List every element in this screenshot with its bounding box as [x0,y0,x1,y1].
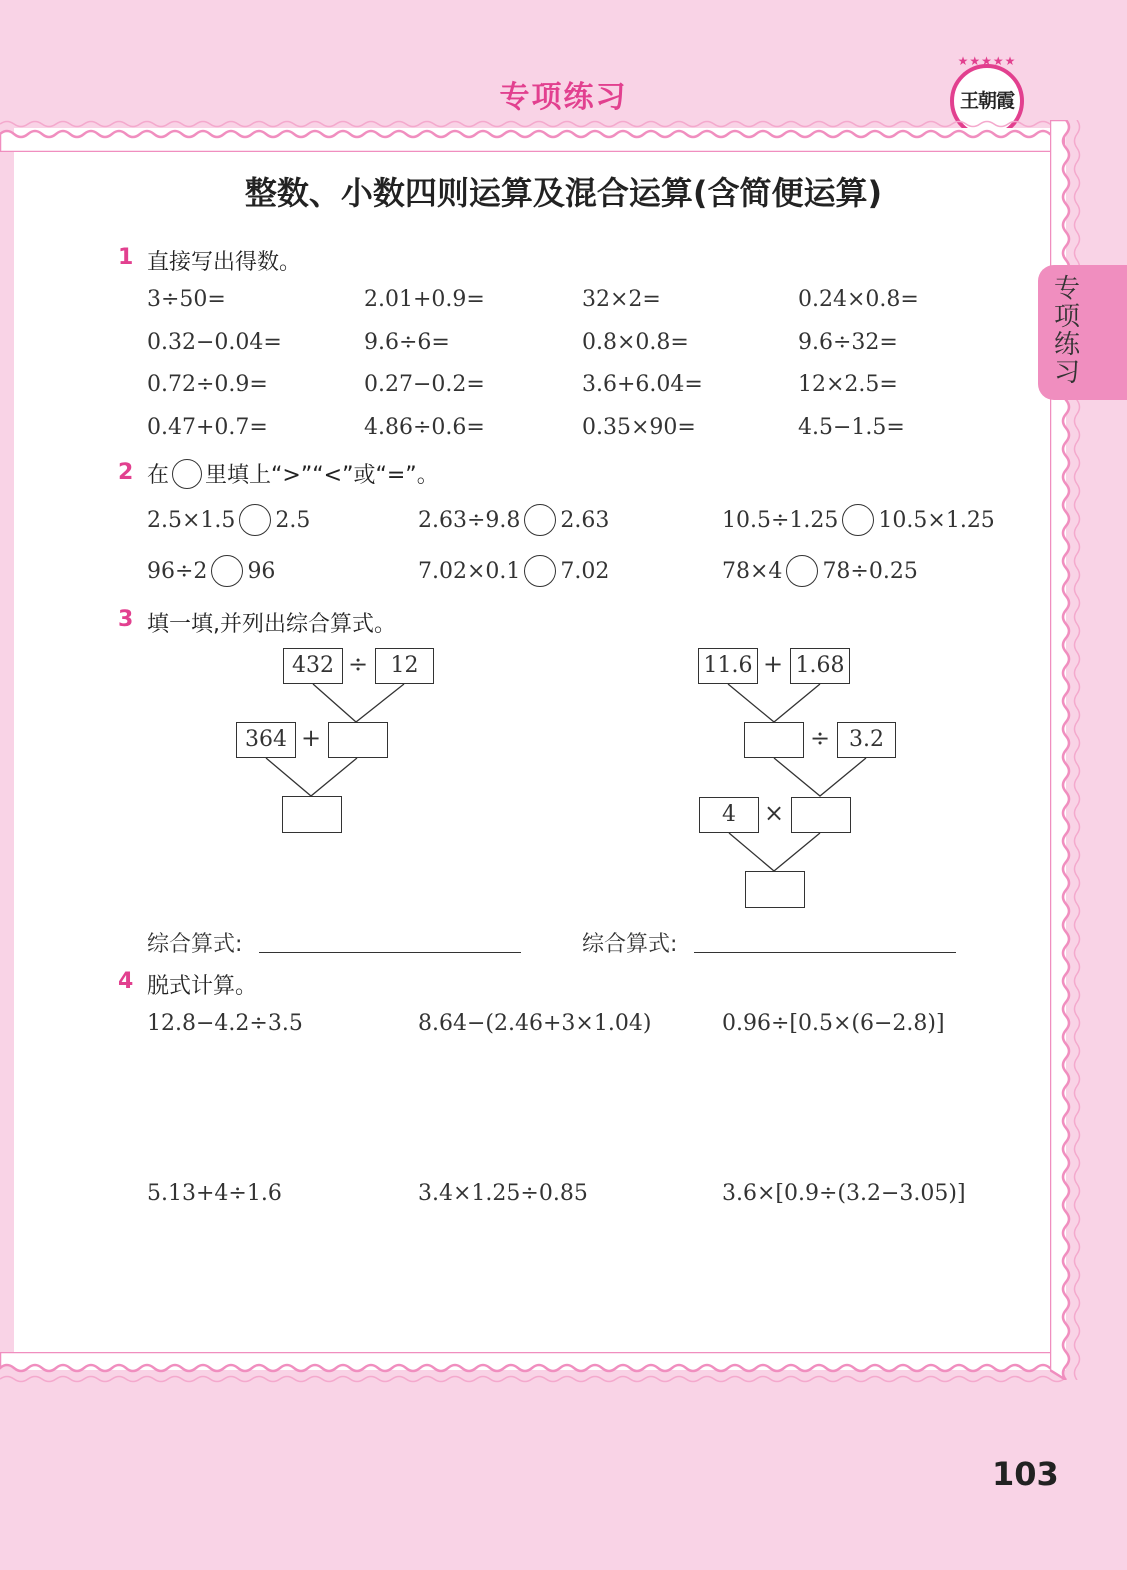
q1-expr: 2.01+0.9= [364,287,485,312]
tree1-number-box: 12 [375,648,434,684]
q4-expr: 12.8−4.2÷3.5 [147,1011,303,1036]
page-title: 整数、小数四则运算及混合运算(含简便运算) [244,174,883,212]
compare-right: 96 [247,558,276,584]
q4-expr: 0.96÷[0.5×(6−2.8)] [722,1011,945,1036]
tree1-answer-box[interactable] [282,796,342,833]
page-number: 103 [992,1455,1059,1493]
compare-left: 78×4 [722,558,783,584]
q1-expr: 4.5−1.5= [798,415,905,440]
tree1-number-box: 432 [283,648,343,684]
star-decoration-icon: ★★★★★ [957,54,1017,68]
instruction-prefix: 在 [147,463,170,488]
tree2-number-box: 1.68 [790,648,850,684]
q4-expr: 8.64−(2.46+3×1.04) [418,1011,652,1036]
tree2-number-box: 4 [699,797,759,833]
q1-expr: 32×2= [582,287,661,312]
tree1-operator: + [301,724,322,752]
tree2-answer-box[interactable] [791,797,851,833]
q1-expr: 0.24×0.8= [798,287,919,312]
compare-right: 2.5 [275,507,311,533]
q1-expr: 0.72÷0.9= [147,372,268,397]
q1-expr: 9.6÷6= [364,330,450,355]
formula-answer-line[interactable] [259,952,521,953]
compare-left: 7.02×0.1 [418,558,521,584]
q1-expr: 4.86÷0.6= [364,415,485,440]
question-1-number: 1 [118,245,134,270]
compare-left: 10.5÷1.25 [722,507,839,533]
formula-label: 综合算式: [582,932,678,957]
question-3-instruction: 填一填,并列出综合算式。 [147,612,396,637]
compare-right: 7.02 [560,558,610,584]
logo-text: 王朝霞 [959,90,1014,112]
q4-expr: 5.13+4÷1.6 [147,1181,282,1206]
side-tab-label: 专项练习 [1053,274,1080,388]
q1-expr: 3.6+6.04= [582,372,703,397]
tree2-answer-box[interactable] [745,871,805,908]
section-header: 专项练习 [499,80,628,115]
compare-right: 78÷0.25 [822,558,918,584]
q1-expr: 0.8×0.8= [582,330,689,355]
question-1-instruction: 直接写出得数。 [147,250,302,275]
q4-expr: 3.4×1.25÷0.85 [418,1181,588,1206]
q1-expr: 0.47+0.7= [147,415,268,440]
formula-label: 综合算式: [147,932,243,957]
formula-answer-line[interactable] [694,952,956,953]
compare-right: 10.5×1.25 [878,507,995,533]
compare-left: 2.63÷9.8 [418,507,521,533]
compare-right: 2.63 [560,507,610,533]
tree2-number-box: 11.6 [698,648,758,684]
tree2-operator: ÷ [810,724,831,752]
question-4-number: 4 [118,969,134,994]
compare-left: 96÷2 [147,558,208,584]
tree1-number-box: 364 [236,722,296,758]
q1-expr: 0.27−0.2= [364,372,485,397]
tree2-operator: + [763,650,784,678]
compare-left: 2.5×1.5 [147,507,236,533]
tree2-answer-box[interactable] [744,722,804,758]
question-3-number: 3 [118,607,134,632]
instruction-suffix: 里填上“>”“<”或“=”。 [205,463,439,488]
question-2-number: 2 [118,460,134,485]
tree2-operator: × [764,799,785,827]
tree1-answer-box[interactable] [328,722,388,758]
q1-expr: 12×2.5= [798,372,898,397]
tree2-number-box: 3.2 [837,722,896,758]
q1-expr: 0.35×90= [582,415,696,440]
question-4-instruction: 脱式计算。 [147,974,258,999]
q1-expr: 9.6÷32= [798,330,898,355]
q1-expr: 3÷50= [147,287,226,312]
q1-expr: 0.32−0.04= [147,330,282,355]
q4-expr: 3.6×[0.9÷(3.2−3.05)] [722,1181,966,1206]
tree1-operator: ÷ [348,650,369,678]
